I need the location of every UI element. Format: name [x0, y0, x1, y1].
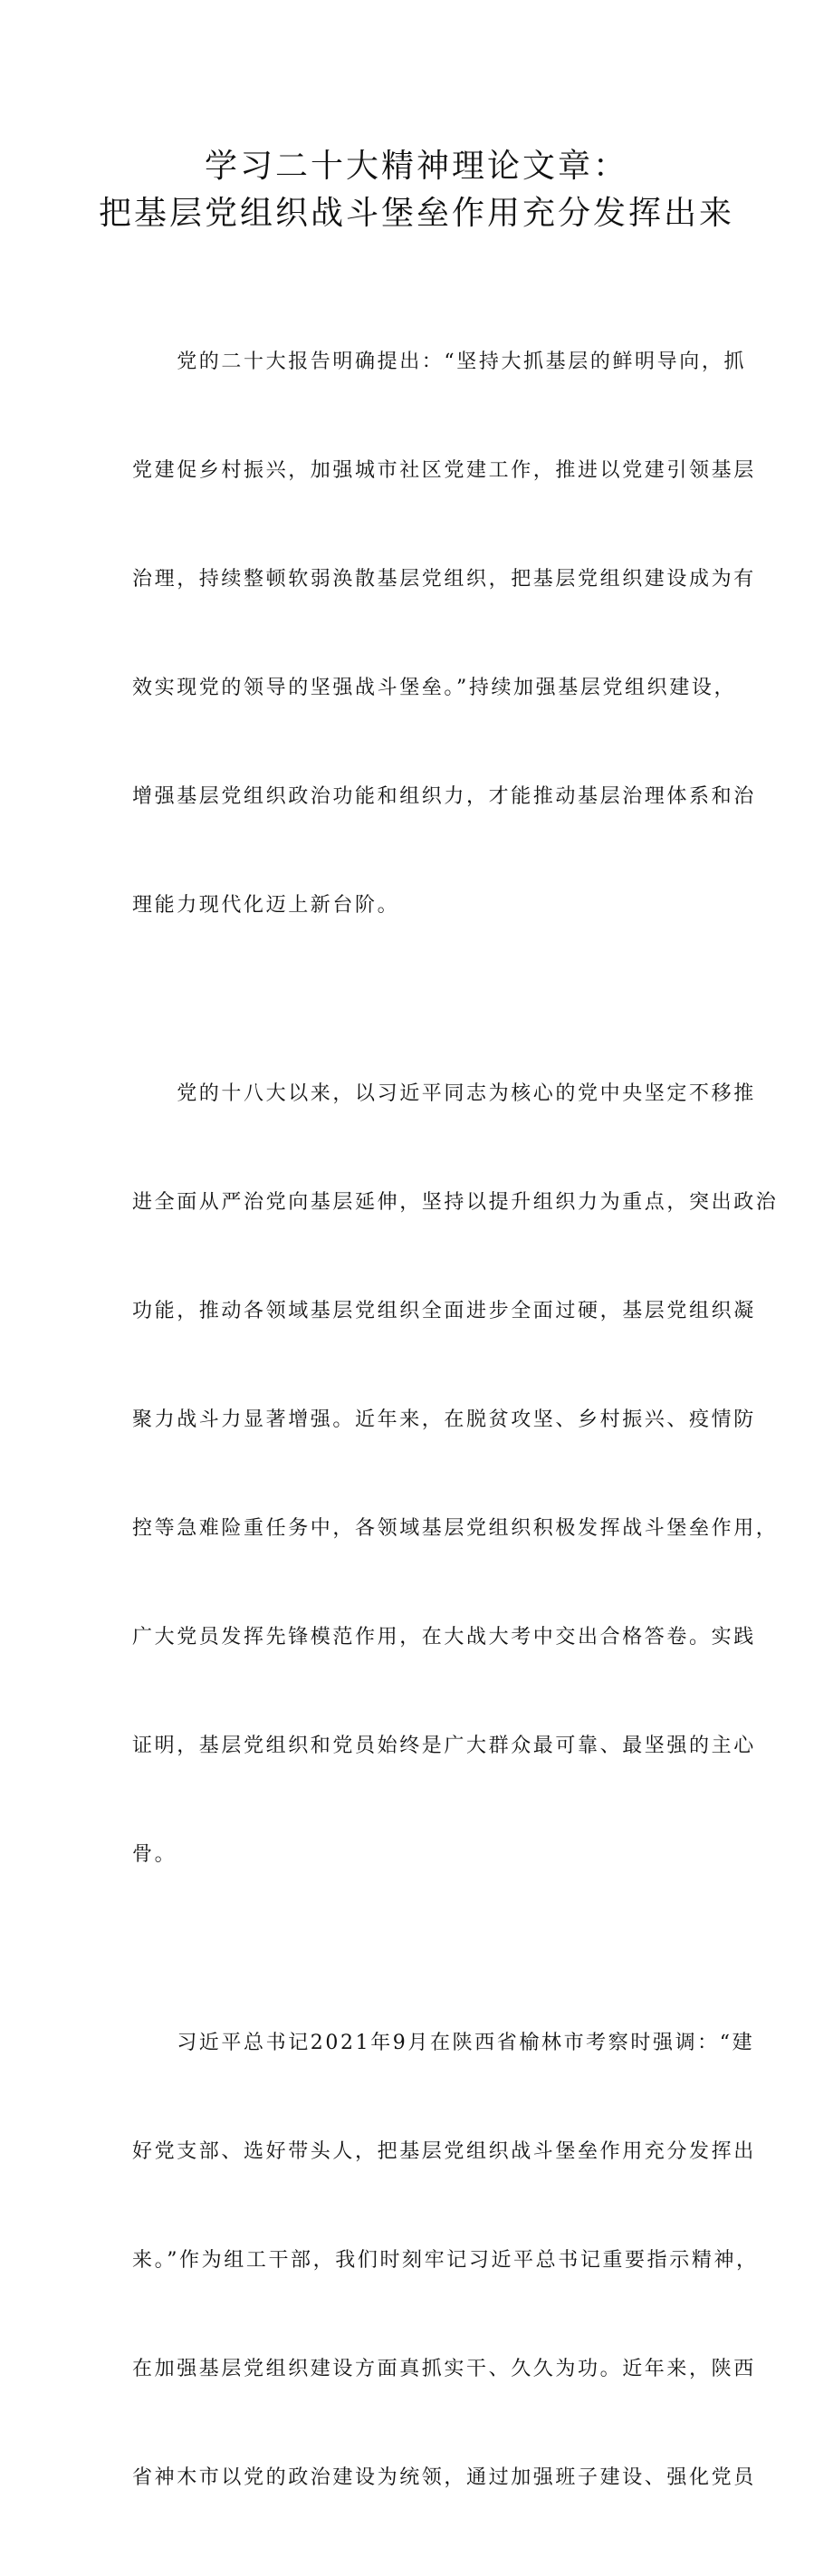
paragraph-line: 聚力战斗力显著增强。近年来，在脱贫攻坚、乡村振兴、疫情防	[132, 1408, 756, 1431]
paragraph-line: 党的十八大以来，以习近平同志为核心的党中央坚定不移推	[132, 1082, 756, 1105]
paragraph-line: 效实现党的领导的坚强战斗堡垒。”持续加强基层党组织建设，	[132, 677, 737, 699]
paragraph-line: 功能，推动各领域基层党组织全面进步全面过硬，基层党组织凝	[132, 1300, 756, 1322]
paragraph-1	[132, 272, 756, 996]
paragraph-line: 增强基层党组织政治功能和组织力，才能推动基层治理体系和治	[132, 785, 756, 808]
title-line-2: 把基层党组织战斗堡垒作用充分发挥出来	[98, 195, 734, 232]
paragraph-line: 控等急难险重任务中，各领域基层党组织积极发挥战斗堡垒作用，	[132, 1517, 779, 1540]
paragraph-line: 省神木市以党的政治建设为统领，通过加强班子建设、强化党员	[132, 2466, 756, 2489]
paragraph-3	[132, 1953, 759, 2569]
paragraph-line: 治理，持续整顿软弱涣散基层党组织，把基层党组织建设成为有	[132, 568, 756, 591]
paragraph-line: 证明，基层党组织和党员始终是广大群众最可靠、最坚强的主心	[132, 1735, 756, 1757]
paragraph-line: 党建促乡村振兴，加强城市社区党建工作，推进以党建引领基层	[132, 459, 756, 482]
paragraph-line: 在加强基层党组织建设方面真抓实干、久久为功。近年来，陕西	[132, 2358, 756, 2380]
paragraph-line: 来。”作为组工干部，我们时刻牢记习近平总书记重要指示精神，	[132, 2249, 759, 2272]
document-title	[0, 143, 833, 237]
paragraph-line: 好党支部、选好带头人，把基层党组织战斗堡垒作用充分发挥出	[132, 2140, 756, 2163]
paragraph-line: 进全面从严治党向基层延伸，坚持以提升组织力为重点，突出政治	[132, 1191, 779, 1214]
paragraph-line: 习近平总书记2021年9月在陕西省榆林市考察时强调：“建	[132, 2032, 755, 2054]
title-line-1: 学习二十大精神理论文章：	[204, 148, 628, 185]
document-body	[132, 272, 779, 2576]
paragraph-2	[132, 1004, 779, 1946]
paragraph-line: 广大党员发挥先锋模范作用，在大战大考中交出合格答卷。实践	[132, 1626, 756, 1648]
paragraph-line: 党的二十大报告明确提出：“坚持大抓基层的鲜明导向，抓	[132, 351, 747, 373]
paragraph-line: 理能力现代化迈上新台阶。	[132, 894, 400, 917]
paragraph-line: 骨。	[132, 1843, 177, 1866]
